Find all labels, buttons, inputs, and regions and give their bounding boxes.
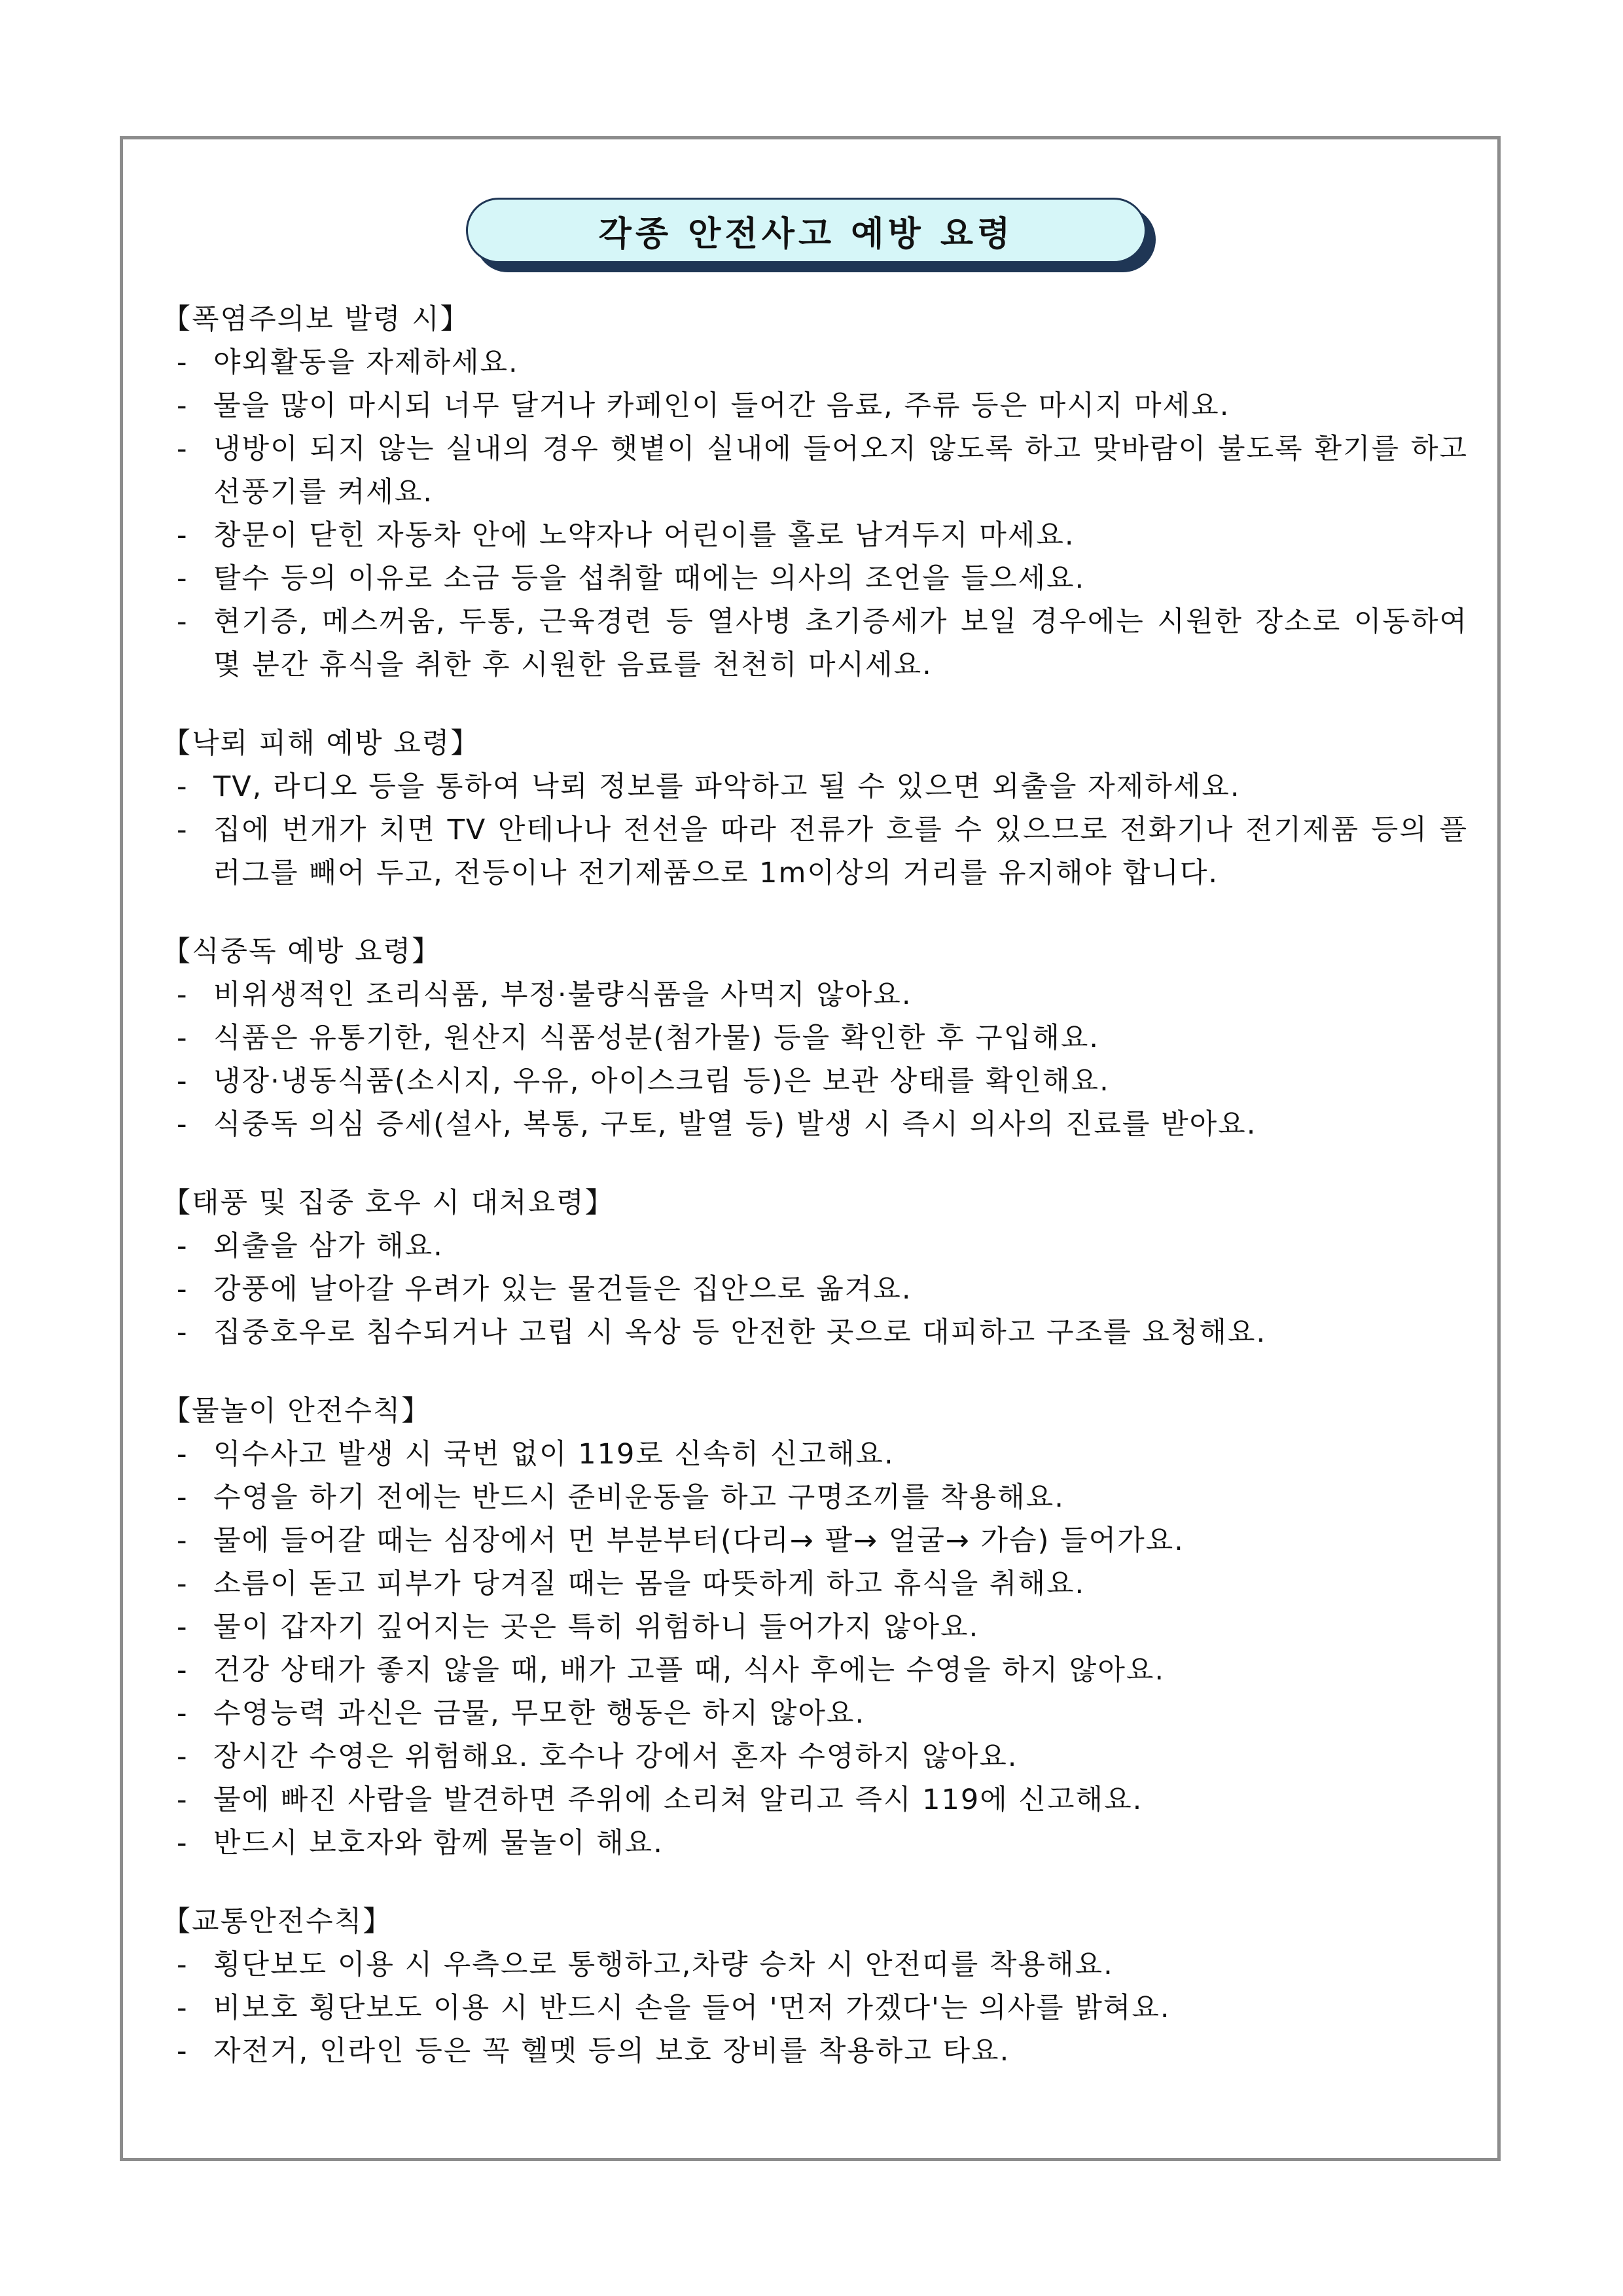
list-item-text: 식중독 의심 증세(설사, 복통, 구토, 발열 등) 발생 시 즉시 의사의 진료를 받아요. — [213, 1108, 1257, 1141]
list-item-text: 냉방이 되지 않는 실내의 경우 햇볕이 실내에 들어오지 않도록 하고 맞바람이 불도록 환기를 하고 선풍기를 켜세요. — [213, 433, 1468, 509]
dash-bullet: - — [177, 1992, 188, 2024]
dash-bullet: - — [177, 519, 188, 552]
title-banner — [466, 198, 1158, 272]
list-item — [162, 341, 1468, 384]
dash-bullet: - — [177, 389, 188, 422]
section-heading: 【물놀이 안전수칙】 — [162, 1395, 431, 1427]
list-item-text: 비위생적인 조리식품, 부정·불량식품을 사먹지 않아요. — [213, 978, 912, 1011]
list-item-text: TV, 라디오 등을 통하여 낙뢰 정보를 파악하고 될 수 있으면 외출을 자제하세요. — [213, 770, 1241, 803]
dash-bullet: - — [177, 2035, 188, 2068]
list-item-text: 식품은 유통기한, 원산지 식품성분(첨가물) 등을 확인한 후 구입해요. — [213, 1022, 1100, 1054]
list-item — [162, 600, 1468, 687]
section-lightning — [162, 722, 1468, 895]
section-food-poisoning — [162, 930, 1468, 1146]
dash-bullet: - — [177, 1784, 188, 1816]
section-water-safety — [162, 1390, 1468, 1865]
list-item-text: 현기증, 메스꺼움, 두통, 근육경련 등 열사병 초기증세가 보일 경우에는 시원한 장소로 이동하여 몇 분간 휴식을 취한 후 시원한 음료를 천천히 마시세요. — [213, 605, 1468, 681]
list-item — [162, 1268, 1468, 1311]
dash-bullet: - — [177, 1438, 188, 1471]
list-item-text: 집중호우로 침수되거나 고립 시 옥상 등 안전한 곳으로 대피하고 구조를 요청해요. — [213, 1316, 1267, 1349]
list-item — [162, 1735, 1468, 1778]
section-heading: 【폭염주의보 발령 시】 — [162, 303, 470, 336]
dash-bullet: - — [177, 1108, 188, 1141]
list-item — [162, 557, 1468, 600]
dash-bullet: - — [177, 562, 188, 595]
dash-bullet: - — [177, 1697, 188, 1730]
list-item — [162, 1433, 1468, 1476]
list-item — [162, 1103, 1468, 1146]
page-title: 각종 안전사고 예방 요령 — [598, 214, 1014, 254]
list-item — [162, 1016, 1468, 1060]
section-typhoon — [162, 1181, 1468, 1354]
dash-bullet: - — [177, 770, 188, 803]
dash-bullet: - — [177, 1022, 188, 1054]
list-item — [162, 1060, 1468, 1103]
dash-bullet: - — [177, 1827, 188, 1859]
list-item-text: 외출을 삼가 해요. — [213, 1230, 444, 1263]
list-item — [162, 1778, 1468, 1821]
list-item — [162, 1519, 1468, 1562]
list-item — [162, 1562, 1468, 1605]
dash-bullet: - — [177, 433, 188, 465]
title-box — [466, 198, 1147, 263]
section-heading: 【태풍 및 집중 호우 시 대처요령】 — [162, 1187, 615, 1219]
dash-bullet: - — [177, 1654, 188, 1687]
list-item-text: 물이 갑자기 깊어지는 곳은 특히 위험하니 들어가지 않아요. — [213, 1611, 980, 1643]
list-item-text: 횡단보도 이용 시 우측으로 통행하고,차량 승차 시 안전띠를 착용해요. — [213, 1948, 1114, 1981]
dash-bullet: - — [177, 814, 188, 846]
section-heatwave — [162, 298, 1468, 687]
list-item-text: 반드시 보호자와 함께 물놀이 해요. — [213, 1827, 664, 1859]
dash-bullet: - — [177, 978, 188, 1011]
dash-bullet: - — [177, 1273, 188, 1306]
dash-bullet: - — [177, 605, 188, 638]
list-item — [162, 1943, 1468, 1986]
dash-bullet: - — [177, 1740, 188, 1773]
list-item — [162, 1311, 1468, 1354]
dash-bullet: - — [177, 1230, 188, 1263]
list-item — [162, 384, 1468, 427]
list-item — [162, 973, 1468, 1016]
list-item-text: 물을 많이 마시되 너무 달거나 카페인이 들어간 음료, 주류 등은 마시지 마세요. — [213, 389, 1230, 422]
list-item-text: 익수사고 발생 시 국번 없이 119로 신속히 신고해요. — [213, 1438, 895, 1471]
list-item — [162, 2030, 1468, 2073]
list-item — [162, 1986, 1468, 2030]
section-heading: 【낙뢰 피해 예방 요령】 — [162, 727, 480, 760]
list-item — [162, 1821, 1468, 1865]
list-item-text: 건강 상태가 좋지 않을 때, 배가 고플 때, 식사 후에는 수영을 하지 않아요. — [213, 1654, 1166, 1687]
list-item — [162, 1476, 1468, 1519]
section-traffic-safety — [162, 1900, 1468, 2073]
list-item-text: 수영을 하기 전에는 반드시 준비운동을 하고 구명조끼를 착용해요. — [213, 1481, 1065, 1514]
list-item-text: 비보호 횡단보도 이용 시 반드시 손을 들어 '먼저 가겠다'는 의사를 밝혀요. — [213, 1992, 1171, 2024]
list-item — [162, 1605, 1468, 1649]
list-item — [162, 1225, 1468, 1268]
list-item-text: 강풍에 날아갈 우려가 있는 물건들은 집안으로 옮겨요. — [213, 1273, 912, 1306]
list-item-text: 야외활동을 자제하세요. — [213, 346, 519, 379]
list-item — [162, 808, 1468, 895]
document-body — [162, 298, 1468, 2073]
list-item-text: 집에 번개가 치면 TV 안테나나 전선을 따라 전류가 흐를 수 있으므로 전화기나 전기제품 등의 플러그를 빼어 두고, 전등이나 전기제품으로 1m이상의 거리를 유지해야 합니다. — [213, 814, 1468, 889]
list-item-text: 수영능력 과신은 금물, 무모한 행동은 하지 않아요. — [213, 1697, 866, 1730]
list-item — [162, 765, 1468, 808]
list-item-text: 냉장·냉동식품(소시지, 우유, 아이스크림 등)은 보관 상태를 확인해요. — [213, 1065, 1110, 1098]
list-item-text: 물에 빠진 사람을 발견하면 주위에 소리쳐 알리고 즉시 119에 신고해요. — [213, 1784, 1143, 1816]
section-heading: 【교통안전수칙】 — [162, 1905, 393, 1938]
list-item-text: 창문이 닫힌 자동차 안에 노약자나 어린이를 홀로 남겨두지 마세요. — [213, 519, 1075, 552]
list-item — [162, 514, 1468, 557]
list-item — [162, 1649, 1468, 1692]
list-item-text: 자전거, 인라인 등은 꼭 헬멧 등의 보호 장비를 착용하고 타요. — [213, 2035, 1010, 2068]
dash-bullet: - — [177, 1065, 188, 1098]
dash-bullet: - — [177, 346, 188, 379]
dash-bullet: - — [177, 1611, 188, 1643]
dash-bullet: - — [177, 1481, 188, 1514]
list-item — [162, 427, 1468, 514]
list-item-text: 물에 들어갈 때는 심장에서 먼 부분부터(다리→ 팔→ 얼굴→ 가슴) 들어가요. — [213, 1524, 1185, 1557]
list-item-text: 장시간 수영은 위험해요. 호수나 강에서 혼자 수영하지 않아요. — [213, 1740, 1018, 1773]
dash-bullet: - — [177, 1316, 188, 1349]
list-item — [162, 1692, 1468, 1735]
section-heading: 【식중독 예방 요령】 — [162, 935, 442, 968]
list-item-text: 소름이 돋고 피부가 당겨질 때는 몸을 따뜻하게 하고 휴식을 취해요. — [213, 1568, 1086, 1600]
dash-bullet: - — [177, 1948, 188, 1981]
dash-bullet: - — [177, 1568, 188, 1600]
dash-bullet: - — [177, 1524, 188, 1557]
list-item-text: 탈수 등의 이유로 소금 등을 섭취할 때에는 의사의 조언을 들으세요. — [213, 562, 1086, 595]
